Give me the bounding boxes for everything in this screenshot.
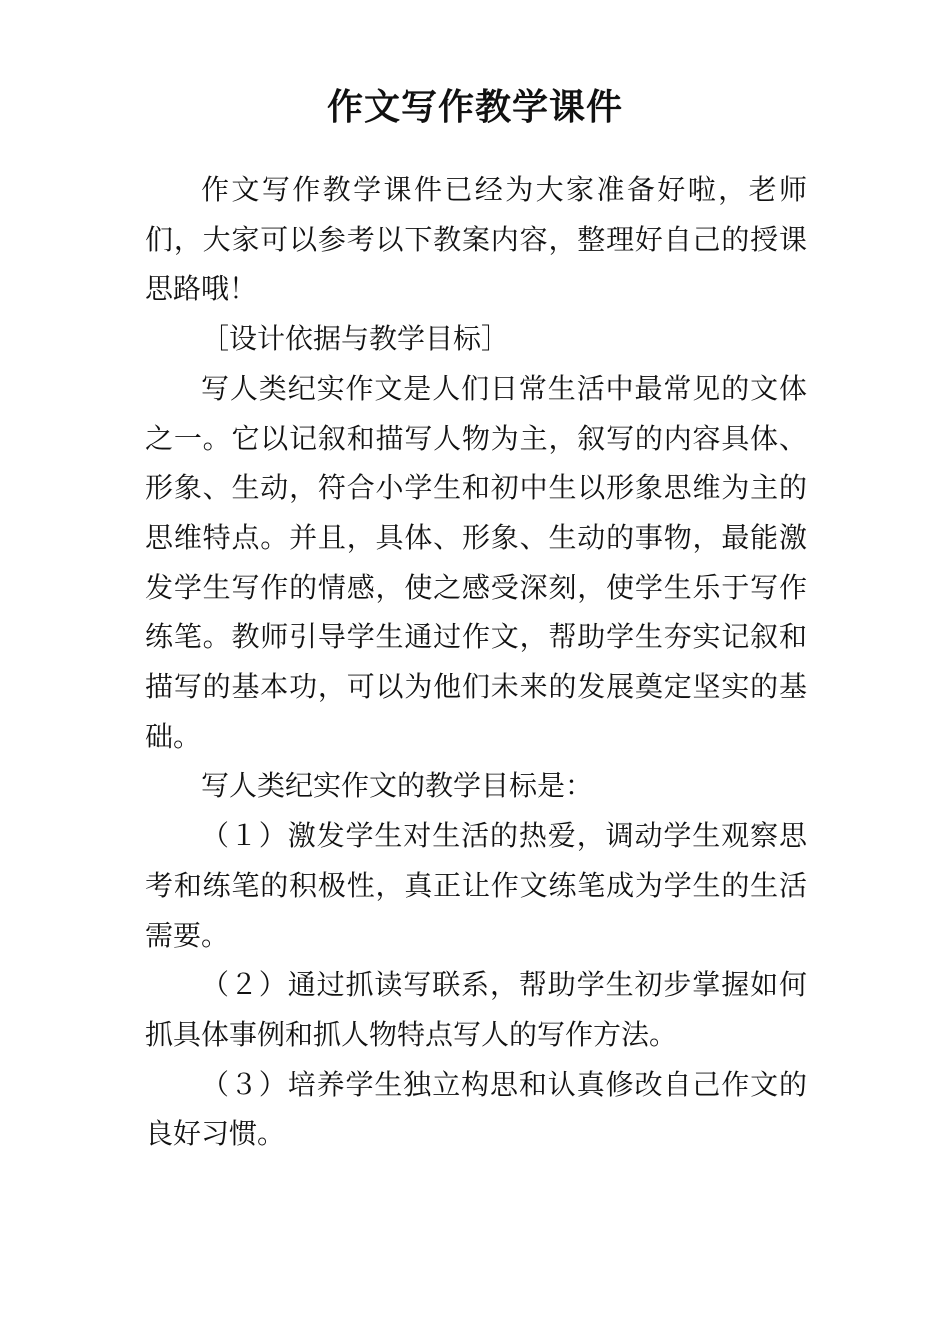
objectives-lead: 写人类纪实作文的教学目标是： (201, 769, 594, 803)
section-heading: ［设计依据与教学目标］ (201, 322, 510, 356)
objective-item-3: （３）培养学生独立构思和认真修改自己作文的良好习惯。 (145, 1067, 807, 1151)
objective-item-1: （１）激发学生对生活的热爱，调动学生观察思考和练笔的积极性，真正让作文练笔成为学生的生活需要。 (145, 819, 807, 952)
intro-paragraph: 作文写作教学课件已经为大家准备好啦，老师们，大家可以参考以下教案内容，整理好自己的授课思路哦！ (145, 173, 807, 306)
objective-item-2: （２）通过抓读写联系，帮助学生初步掌握如何抓具体事例和抓人物特点写人的写作方法。 (145, 968, 807, 1051)
document-body (145, 165, 807, 1159)
rationale-paragraph: 写人类纪实作文是人们日常生活中最常见的文体之一。它以记叙和描写人物为主，叙写的内容具体、形象、生动，符合小学生和初中生以形象思维为主的思维特点。并且，具体、形象、生动的事物，最能激发学生写作的情感，使之感受深刻，使学生乐于写作练笔。教师引导学生通过作文，帮助学生夯实记叙和描写的基本功，可以为他们未来的发展奠定坚实的基础。 (145, 371, 807, 753)
document-title: 作文写作教学课件 (326, 86, 623, 128)
